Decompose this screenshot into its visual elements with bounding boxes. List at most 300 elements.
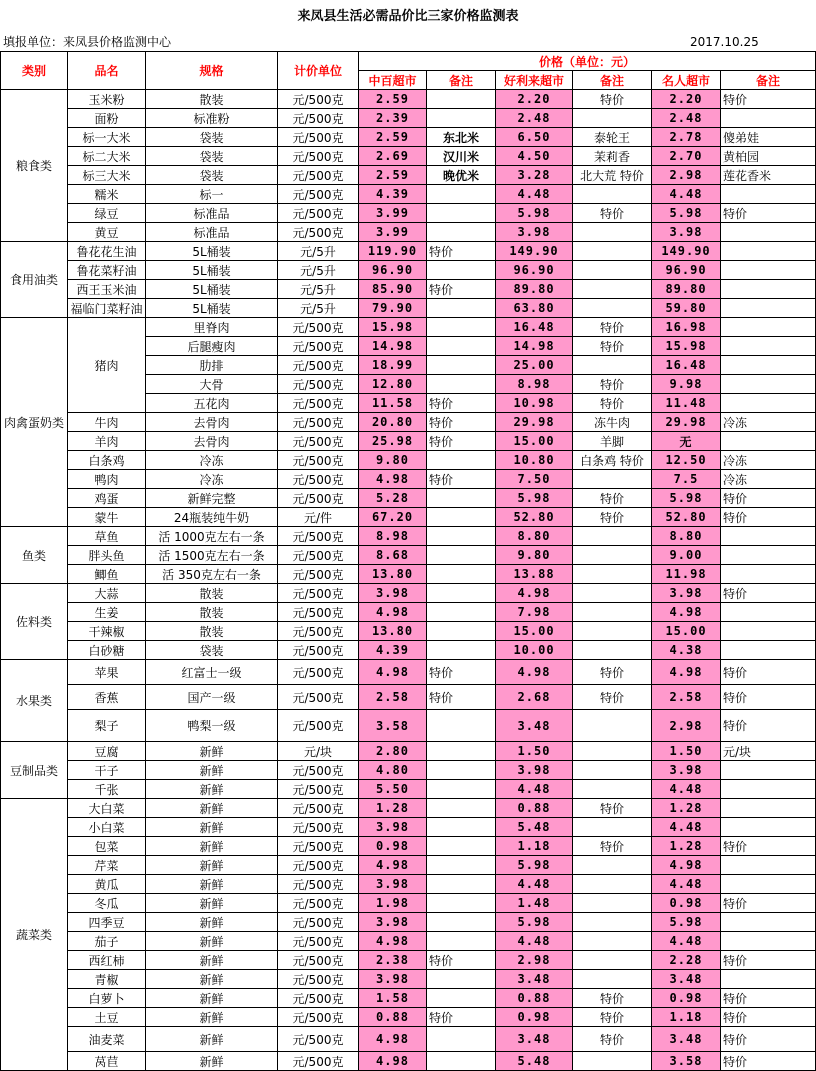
note-haolilai bbox=[573, 470, 652, 489]
price-zhongbai: 3.58 bbox=[359, 710, 427, 742]
price-mingren: 3.98 bbox=[652, 584, 721, 603]
note-haolilai bbox=[573, 527, 652, 546]
item-unit: 元/500克 bbox=[278, 761, 359, 780]
price-mingren: 12.50 bbox=[652, 451, 721, 470]
item-spec: 24瓶装纯牛奶 bbox=[146, 508, 278, 527]
note-zhongbai bbox=[427, 508, 496, 527]
header-store-haolilai: 好利来超市 bbox=[496, 71, 573, 90]
price-haolilai: 10.98 bbox=[496, 394, 573, 413]
price-zhongbai: 4.98 bbox=[359, 1052, 427, 1071]
price-mingren: 3.48 bbox=[652, 970, 721, 989]
price-haolilai: 89.80 bbox=[496, 280, 573, 299]
price-mingren: 8.80 bbox=[652, 527, 721, 546]
item-spec: 新鲜 bbox=[146, 818, 278, 837]
reporting-unit: 填报单位：来凤县价格监测中心 bbox=[3, 35, 172, 49]
item-unit: 元/5升 bbox=[278, 242, 359, 261]
note-zhongbai bbox=[427, 837, 496, 856]
price-zhongbai: 2.80 bbox=[359, 742, 427, 761]
price-zhongbai: 3.98 bbox=[359, 584, 427, 603]
price-haolilai: 3.28 bbox=[496, 166, 573, 185]
header-spec: 规格 bbox=[146, 52, 278, 90]
note-zhongbai: 特价 bbox=[427, 413, 496, 432]
price-mingren: 2.98 bbox=[652, 166, 721, 185]
item-name: 蒙牛 bbox=[68, 508, 146, 527]
note-haolilai bbox=[573, 970, 652, 989]
note-zhongbai bbox=[427, 223, 496, 242]
item-spec: 五花肉 bbox=[146, 394, 278, 413]
price-zhongbai: 3.98 bbox=[359, 970, 427, 989]
item-unit: 元/500克 bbox=[278, 970, 359, 989]
item-spec: 去骨肉 bbox=[146, 413, 278, 432]
item-spec: 袋装 bbox=[146, 128, 278, 147]
note-mingren: 特价 bbox=[721, 489, 816, 508]
price-haolilai: 52.80 bbox=[496, 508, 573, 527]
price-haolilai: 8.80 bbox=[496, 527, 573, 546]
note-mingren bbox=[721, 185, 816, 204]
item-unit: 元/500克 bbox=[278, 799, 359, 818]
note-zhongbai bbox=[427, 641, 496, 660]
note-haolilai bbox=[573, 185, 652, 204]
note-haolilai bbox=[573, 603, 652, 622]
price-zhongbai: 2.38 bbox=[359, 951, 427, 970]
price-zhongbai: 5.50 bbox=[359, 780, 427, 799]
note-haolilai: 泰轮王 bbox=[573, 128, 652, 147]
price-zhongbai: 11.58 bbox=[359, 394, 427, 413]
note-mingren: 元/块 bbox=[721, 742, 816, 761]
price-mingren: 1.28 bbox=[652, 799, 721, 818]
item-spec: 国产一级 bbox=[146, 685, 278, 710]
item-name: 胖头鱼 bbox=[68, 546, 146, 565]
note-mingren: 特价 bbox=[721, 90, 816, 109]
price-haolilai: 5.98 bbox=[496, 913, 573, 932]
price-mingren: 3.98 bbox=[652, 761, 721, 780]
note-haolilai bbox=[573, 856, 652, 875]
item-unit: 元/500克 bbox=[278, 660, 359, 685]
note-mingren bbox=[721, 546, 816, 565]
note-haolilai bbox=[573, 641, 652, 660]
note-mingren bbox=[721, 913, 816, 932]
note-zhongbai bbox=[427, 970, 496, 989]
note-haolilai bbox=[573, 242, 652, 261]
note-zhongbai bbox=[427, 185, 496, 204]
note-zhongbai: 特价 bbox=[427, 660, 496, 685]
note-haolilai: 特价 bbox=[573, 799, 652, 818]
price-zhongbai: 20.80 bbox=[359, 413, 427, 432]
item-name: 油麦菜 bbox=[68, 1027, 146, 1052]
price-mingren: 3.48 bbox=[652, 1027, 721, 1052]
price-zhongbai: 2.69 bbox=[359, 147, 427, 166]
note-zhongbai: 特价 bbox=[427, 951, 496, 970]
item-unit: 元/500克 bbox=[278, 147, 359, 166]
note-zhongbai: 特价 bbox=[427, 280, 496, 299]
item-name: 干辣椒 bbox=[68, 622, 146, 641]
note-zhongbai bbox=[427, 818, 496, 837]
item-unit: 元/500克 bbox=[278, 394, 359, 413]
price-mingren: 1.28 bbox=[652, 837, 721, 856]
price-zhongbai: 13.80 bbox=[359, 565, 427, 584]
item-unit: 元/500克 bbox=[278, 584, 359, 603]
price-zhongbai: 9.80 bbox=[359, 451, 427, 470]
item-unit: 元/500克 bbox=[278, 1052, 359, 1071]
note-mingren: 特价 bbox=[721, 1008, 816, 1027]
note-haolilai bbox=[573, 761, 652, 780]
price-zhongbai: 5.28 bbox=[359, 489, 427, 508]
price-mingren: 无 bbox=[652, 432, 721, 451]
price-zhongbai: 3.98 bbox=[359, 818, 427, 837]
price-mingren: 9.00 bbox=[652, 546, 721, 565]
note-mingren bbox=[721, 641, 816, 660]
price-zhongbai: 14.98 bbox=[359, 337, 427, 356]
price-zhongbai: 4.98 bbox=[359, 603, 427, 622]
price-mingren: 2.58 bbox=[652, 685, 721, 710]
item-spec: 后腿瘦肉 bbox=[146, 337, 278, 356]
note-zhongbai bbox=[427, 989, 496, 1008]
note-mingren bbox=[721, 932, 816, 951]
price-haolilai: 2.98 bbox=[496, 951, 573, 970]
note-haolilai: 特价 bbox=[573, 1008, 652, 1027]
header-unit: 计价单位 bbox=[278, 52, 359, 90]
price-zhongbai: 4.98 bbox=[359, 470, 427, 489]
note-haolilai bbox=[573, 710, 652, 742]
price-haolilai: 5.98 bbox=[496, 204, 573, 223]
price-zhongbai: 4.98 bbox=[359, 932, 427, 951]
item-spec: 新鲜 bbox=[146, 856, 278, 875]
item-name: 白萝卜 bbox=[68, 989, 146, 1008]
note-haolilai: 茉莉香 bbox=[573, 147, 652, 166]
note-mingren bbox=[721, 375, 816, 394]
price-zhongbai: 18.99 bbox=[359, 356, 427, 375]
note-mingren: 冷冻 bbox=[721, 451, 816, 470]
item-name: 标三大米 bbox=[68, 166, 146, 185]
item-spec: 新鲜 bbox=[146, 951, 278, 970]
price-haolilai: 29.98 bbox=[496, 413, 573, 432]
item-unit: 元/500克 bbox=[278, 527, 359, 546]
price-mingren: 0.98 bbox=[652, 894, 721, 913]
note-mingren bbox=[721, 565, 816, 584]
note-haolilai bbox=[573, 584, 652, 603]
price-zhongbai: 4.80 bbox=[359, 761, 427, 780]
price-zhongbai: 13.80 bbox=[359, 622, 427, 641]
category-cell-fruit: 水果类 bbox=[0, 660, 68, 742]
item-spec: 5L桶装 bbox=[146, 280, 278, 299]
note-haolilai: 特价 bbox=[573, 989, 652, 1008]
item-spec: 冷冻 bbox=[146, 451, 278, 470]
item-spec: 散装 bbox=[146, 584, 278, 603]
item-unit: 元/500克 bbox=[278, 932, 359, 951]
note-zhongbai bbox=[427, 318, 496, 337]
item-spec: 袋装 bbox=[146, 147, 278, 166]
note-haolilai bbox=[573, 818, 652, 837]
price-haolilai: 14.98 bbox=[496, 337, 573, 356]
item-unit: 元/500克 bbox=[278, 1027, 359, 1052]
price-haolilai: 0.88 bbox=[496, 799, 573, 818]
price-haolilai: 4.48 bbox=[496, 875, 573, 894]
note-haolilai: 特价 bbox=[573, 318, 652, 337]
price-haolilai: 3.98 bbox=[496, 761, 573, 780]
item-name: 西王玉米油 bbox=[68, 280, 146, 299]
price-haolilai: 2.68 bbox=[496, 685, 573, 710]
item-spec: 新鲜 bbox=[146, 1027, 278, 1052]
item-spec: 新鲜 bbox=[146, 875, 278, 894]
price-mingren: 2.98 bbox=[652, 710, 721, 742]
note-mingren bbox=[721, 109, 816, 128]
item-unit: 元/5升 bbox=[278, 261, 359, 280]
item-unit: 元/500克 bbox=[278, 875, 359, 894]
price-mingren: 29.98 bbox=[652, 413, 721, 432]
note-haolilai bbox=[573, 951, 652, 970]
item-unit: 元/500克 bbox=[278, 451, 359, 470]
item-name: 西红柿 bbox=[68, 951, 146, 970]
item-spec: 红富士一级 bbox=[146, 660, 278, 685]
price-haolilai: 5.98 bbox=[496, 489, 573, 508]
item-unit: 元/500克 bbox=[278, 641, 359, 660]
item-unit: 元/500克 bbox=[278, 913, 359, 932]
price-mingren: 5.98 bbox=[652, 204, 721, 223]
category-cell-seasoning: 佐料类 bbox=[0, 584, 68, 660]
note-haolilai bbox=[573, 299, 652, 318]
price-mingren: 3.98 bbox=[652, 223, 721, 242]
price-mingren: 2.78 bbox=[652, 128, 721, 147]
note-mingren: 黄柏园 bbox=[721, 147, 816, 166]
note-haolilai bbox=[573, 932, 652, 951]
price-mingren: 4.38 bbox=[652, 641, 721, 660]
price-mingren: 2.28 bbox=[652, 951, 721, 970]
price-haolilai: 4.98 bbox=[496, 584, 573, 603]
price-haolilai: 5.48 bbox=[496, 1052, 573, 1071]
note-haolilai bbox=[573, 742, 652, 761]
price-haolilai: 2.20 bbox=[496, 90, 573, 109]
note-mingren bbox=[721, 280, 816, 299]
item-unit: 元/件 bbox=[278, 508, 359, 527]
note-haolilai bbox=[573, 565, 652, 584]
price-mingren: 16.98 bbox=[652, 318, 721, 337]
note-zhongbai bbox=[427, 603, 496, 622]
note-zhongbai: 东北米 bbox=[427, 128, 496, 147]
item-name: 包菜 bbox=[68, 837, 146, 856]
price-zhongbai: 96.90 bbox=[359, 261, 427, 280]
note-zhongbai bbox=[427, 1027, 496, 1052]
note-mingren bbox=[721, 799, 816, 818]
header-store-zhongbai: 中百超市 bbox=[359, 71, 427, 90]
note-mingren: 特价 bbox=[721, 660, 816, 685]
price-zhongbai: 4.98 bbox=[359, 856, 427, 875]
item-spec: 新鲜 bbox=[146, 970, 278, 989]
price-mingren: 4.48 bbox=[652, 875, 721, 894]
price-mingren: 5.98 bbox=[652, 489, 721, 508]
note-haolilai: 特价 bbox=[573, 90, 652, 109]
item-unit: 元/500克 bbox=[278, 951, 359, 970]
price-mingren: 16.48 bbox=[652, 356, 721, 375]
item-spec: 新鲜 bbox=[146, 742, 278, 761]
price-mingren: 4.48 bbox=[652, 780, 721, 799]
item-spec: 新鲜 bbox=[146, 837, 278, 856]
note-mingren bbox=[721, 242, 816, 261]
item-unit: 元/500克 bbox=[278, 128, 359, 147]
header-note-haolilai: 备注 bbox=[573, 71, 652, 90]
price-haolilai: 4.48 bbox=[496, 185, 573, 204]
note-haolilai: 特价 bbox=[573, 837, 652, 856]
price-haolilai: 63.80 bbox=[496, 299, 573, 318]
note-haolilai bbox=[573, 894, 652, 913]
item-unit: 元/500克 bbox=[278, 710, 359, 742]
item-name: 白条鸡 bbox=[68, 451, 146, 470]
item-unit: 元/500克 bbox=[278, 780, 359, 799]
item-spec: 袋装 bbox=[146, 166, 278, 185]
price-mingren: 11.48 bbox=[652, 394, 721, 413]
note-haolilai: 特价 bbox=[573, 685, 652, 710]
item-name: 黄瓜 bbox=[68, 875, 146, 894]
price-haolilai: 5.48 bbox=[496, 818, 573, 837]
price-haolilai: 5.98 bbox=[496, 856, 573, 875]
price-zhongbai: 2.59 bbox=[359, 128, 427, 147]
note-zhongbai bbox=[427, 356, 496, 375]
price-haolilai: 4.98 bbox=[496, 660, 573, 685]
price-zhongbai: 0.88 bbox=[359, 1008, 427, 1027]
category-cell-soy: 豆制品类 bbox=[0, 742, 68, 799]
item-name: 面粉 bbox=[68, 109, 146, 128]
item-unit: 元/500克 bbox=[278, 90, 359, 109]
price-haolilai: 15.00 bbox=[496, 622, 573, 641]
note-haolilai bbox=[573, 875, 652, 894]
price-haolilai: 9.80 bbox=[496, 546, 573, 565]
note-mingren bbox=[721, 780, 816, 799]
note-zhongbai: 汉川米 bbox=[427, 147, 496, 166]
item-name: 梨子 bbox=[68, 710, 146, 742]
item-spec: 活 1500克左右一条 bbox=[146, 546, 278, 565]
item-name: 福临门菜籽油 bbox=[68, 299, 146, 318]
item-unit: 元/块 bbox=[278, 742, 359, 761]
note-mingren: 特价 bbox=[721, 894, 816, 913]
header-name: 品名 bbox=[68, 52, 146, 90]
note-zhongbai bbox=[427, 913, 496, 932]
item-name: 绿豆 bbox=[68, 204, 146, 223]
price-table bbox=[0, 51, 816, 1071]
item-name: 鲁花菜籽油 bbox=[68, 261, 146, 280]
item-unit: 元/500克 bbox=[278, 856, 359, 875]
price-haolilai: 4.50 bbox=[496, 147, 573, 166]
item-unit: 元/500克 bbox=[278, 989, 359, 1008]
price-zhongbai: 2.59 bbox=[359, 90, 427, 109]
note-haolilai: 特价 bbox=[573, 508, 652, 527]
item-name: 标一大米 bbox=[68, 128, 146, 147]
price-haolilai: 8.98 bbox=[496, 375, 573, 394]
item-name: 莴苣 bbox=[68, 1052, 146, 1071]
note-zhongbai bbox=[427, 742, 496, 761]
note-haolilai bbox=[573, 913, 652, 932]
note-mingren bbox=[721, 223, 816, 242]
header-note-mingren: 备注 bbox=[721, 71, 816, 90]
item-spec: 新鲜 bbox=[146, 1052, 278, 1071]
note-zhongbai: 特价 bbox=[427, 685, 496, 710]
note-zhongbai: 特价 bbox=[427, 1008, 496, 1027]
note-zhongbai bbox=[427, 622, 496, 641]
note-haolilai: 冻牛肉 bbox=[573, 413, 652, 432]
item-name: 黄豆 bbox=[68, 223, 146, 242]
note-zhongbai bbox=[427, 527, 496, 546]
price-zhongbai: 2.39 bbox=[359, 109, 427, 128]
note-haolilai: 特价 bbox=[573, 204, 652, 223]
subgroup-pork: 猪肉 bbox=[68, 318, 146, 413]
note-haolilai bbox=[573, 109, 652, 128]
item-unit: 元/500克 bbox=[278, 894, 359, 913]
price-zhongbai: 67.20 bbox=[359, 508, 427, 527]
item-spec: 冷冻 bbox=[146, 470, 278, 489]
price-mingren: 149.90 bbox=[652, 242, 721, 261]
item-name: 牛肉 bbox=[68, 413, 146, 432]
note-zhongbai bbox=[427, 451, 496, 470]
price-zhongbai: 4.39 bbox=[359, 185, 427, 204]
item-spec: 5L桶装 bbox=[146, 261, 278, 280]
item-spec: 散装 bbox=[146, 90, 278, 109]
item-name: 小白菜 bbox=[68, 818, 146, 837]
item-unit: 元/500克 bbox=[278, 413, 359, 432]
note-mingren bbox=[721, 394, 816, 413]
note-zhongbai bbox=[427, 90, 496, 109]
note-zhongbai: 晚优米 bbox=[427, 166, 496, 185]
item-unit: 元/500克 bbox=[278, 818, 359, 837]
item-spec: 新鲜 bbox=[146, 913, 278, 932]
item-spec: 标准品 bbox=[146, 204, 278, 223]
price-mingren: 1.18 bbox=[652, 1008, 721, 1027]
item-spec: 新鲜 bbox=[146, 894, 278, 913]
item-name: 羊肉 bbox=[68, 432, 146, 451]
header-note-zhongbai: 备注 bbox=[427, 71, 496, 90]
item-name: 千张 bbox=[68, 780, 146, 799]
note-mingren bbox=[721, 337, 816, 356]
header-price-group: 价格（单位：元） bbox=[359, 52, 816, 71]
note-haolilai: 特价 bbox=[573, 489, 652, 508]
item-name: 标二大米 bbox=[68, 147, 146, 166]
item-name: 白砂糖 bbox=[68, 641, 146, 660]
note-mingren bbox=[721, 970, 816, 989]
price-mingren: 52.80 bbox=[652, 508, 721, 527]
price-haolilai: 3.48 bbox=[496, 970, 573, 989]
note-zhongbai bbox=[427, 780, 496, 799]
note-mingren: 冷冻 bbox=[721, 470, 816, 489]
category-cell-oil: 食用油类 bbox=[0, 242, 68, 318]
note-haolilai: 特价 bbox=[573, 375, 652, 394]
item-unit: 元/500克 bbox=[278, 565, 359, 584]
note-mingren: 特价 bbox=[721, 685, 816, 710]
item-name: 大蒜 bbox=[68, 584, 146, 603]
item-spec: 新鲜完整 bbox=[146, 489, 278, 508]
price-zhongbai: 2.59 bbox=[359, 166, 427, 185]
item-spec: 活 350克左右一条 bbox=[146, 565, 278, 584]
note-haolilai: 特价 bbox=[573, 1027, 652, 1052]
item-unit: 元/500克 bbox=[278, 204, 359, 223]
item-unit: 元/500克 bbox=[278, 109, 359, 128]
price-mingren: 7.5 bbox=[652, 470, 721, 489]
price-zhongbai: 8.68 bbox=[359, 546, 427, 565]
price-mingren: 1.50 bbox=[652, 742, 721, 761]
item-spec: 活 1000克左右一条 bbox=[146, 527, 278, 546]
item-unit: 元/500克 bbox=[278, 546, 359, 565]
item-spec: 5L桶装 bbox=[146, 299, 278, 318]
item-name: 干子 bbox=[68, 761, 146, 780]
price-zhongbai: 1.98 bbox=[359, 894, 427, 913]
price-mingren: 2.70 bbox=[652, 147, 721, 166]
item-name: 鲫鱼 bbox=[68, 565, 146, 584]
item-unit: 元/500克 bbox=[278, 1008, 359, 1027]
note-mingren bbox=[721, 356, 816, 375]
item-name: 生姜 bbox=[68, 603, 146, 622]
header-category: 类别 bbox=[0, 52, 68, 90]
price-haolilai: 96.90 bbox=[496, 261, 573, 280]
item-spec: 袋装 bbox=[146, 641, 278, 660]
note-zhongbai bbox=[427, 584, 496, 603]
item-spec: 新鲜 bbox=[146, 799, 278, 818]
item-spec: 鸭梨一级 bbox=[146, 710, 278, 742]
